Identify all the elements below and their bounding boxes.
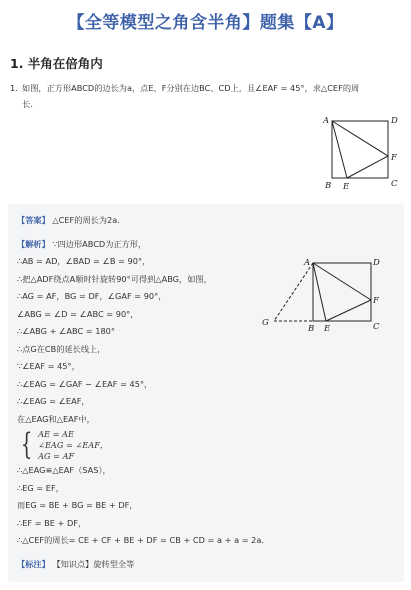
label-f: F [373,296,379,306]
answer-tag: 【答案】 [17,215,50,225]
square-abcd [313,263,371,321]
segment-ae [313,263,326,321]
analysis-line: ∴∠EAG = ∠GAF − ∠EAF = 45°， [17,378,153,389]
note-tag: 【标注】 [17,558,50,569]
analysis-line: ∴△EAG≌△EAF（SAS）， [17,465,111,475]
label-e: E [343,182,350,192]
analysis-line: ∴AB = AD，∠BAD = ∠B = 90°， [17,256,151,266]
analysis-line: ∠ABG = ∠D = ∠ABC = 90°， [17,308,139,319]
analysis-line: ∴把△ADF绕点A顺时针旋转90°可得到△ABG，如图， [17,273,212,284]
section-title: 1. 半角在倍角内 [10,56,103,71]
analysis-line: ∴EF = BE + DF， [17,517,87,528]
figure-square-2 [258,254,388,336]
label-f: F [391,153,397,163]
analysis-line: 而EG = BE + BG = BE + DF， [17,500,138,510]
problem-text-line1: 如图，正方形ABCD的边长为a，点E、F分别在边BC、CD上，且∠EAF = 45°，求△CEF的周 [22,83,360,93]
analysis-line: ∴∠ABG + ∠ABC = 180° [17,326,115,336]
segment-af [332,121,388,156]
equation-system [17,428,397,462]
square-abcd [332,121,388,178]
label-d: D [373,258,380,268]
label-b: B [308,324,315,334]
system-eq-1: AE = AE [38,428,74,439]
label-e: E [324,324,331,334]
analysis-tag: 【解析】 [17,238,50,249]
answer-line [17,212,397,230]
analysis-text: ∵四边形ABCD为正方形， [52,238,147,249]
analysis-line: ∴点G在CB的延长线上， [17,343,106,354]
label-g: G [262,318,269,328]
page-title: 【全等模型之角含半角】题集【A】 [67,13,344,33]
label-a: A [304,258,311,268]
system-eq-3: AG = AF [38,450,75,461]
figure-square-1 [318,112,402,194]
system-eq-2: ∠EAG = ∠EAF， [38,439,109,450]
analysis-line: ∴EG = EF， [17,482,64,493]
analysis-line: ∴△CEF的周长= CE + CF + BE + DF = CB + CD = a + a = 2a． [17,535,270,545]
problem-number: 1. [10,83,18,93]
segment-af [313,263,371,300]
note-line [17,556,397,574]
problem-1 [10,80,402,112]
problem-text-line2: 长． [22,99,39,109]
segment-ef [347,156,388,178]
segment-ag-dashed [274,263,313,321]
brace: { [20,427,33,462]
answer-text: △CEF的周长为2a． [52,215,126,225]
analysis-line: ∵∠EAF = 45°， [17,361,80,371]
analysis-line-0 [17,236,397,254]
label-c: C [391,179,398,189]
label-a: A [323,116,330,126]
label-b: B [325,181,332,191]
analysis-line: ∴∠EAG = ∠EAF， [17,396,90,406]
segment-ef [326,300,371,321]
analysis-line: ∴AG = AF，BG = DF，∠GAF = 90°， [17,291,167,301]
analysis-line: 在△EAG和△EAF中， [17,413,95,424]
label-c: C [373,322,380,332]
label-d: D [391,116,398,126]
note-text: 【知识点】旋转型全等 [52,558,135,569]
